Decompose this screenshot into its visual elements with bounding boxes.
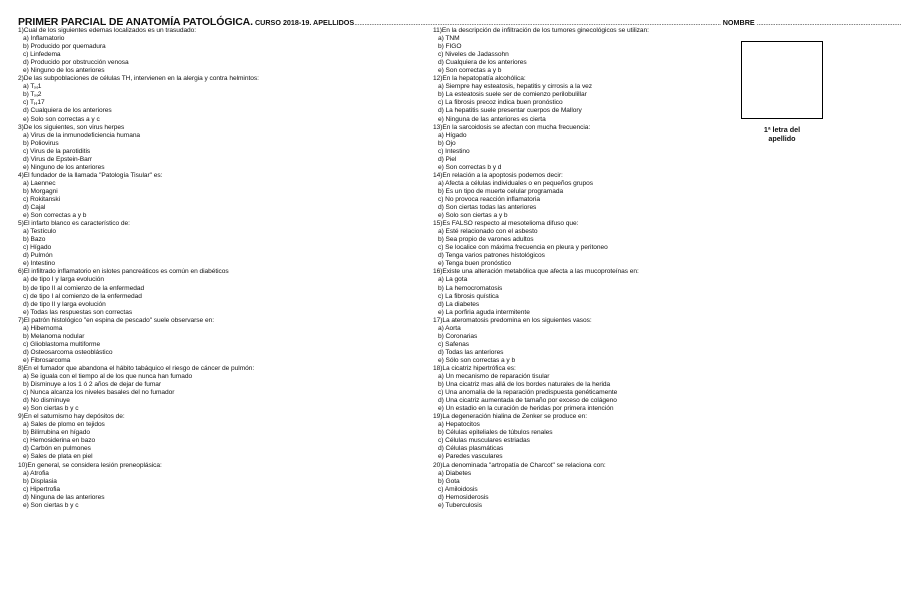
answer-option[interactable] [18, 453, 418, 461]
answer-option-text: d) de tipo II y larga evolución [23, 300, 106, 308]
answer-option-text: c) Células musculares estriadas [438, 437, 530, 445]
question-6 [18, 268, 418, 316]
subscript-suffix: 2 [37, 91, 42, 99]
name-blank[interactable]: ..................................................................................... [756, 18, 901, 27]
question-stem: 13)En la sarcoidosis se afectan con mucha frecuencia: [433, 123, 591, 131]
answer-option[interactable] [433, 397, 733, 405]
answer-option[interactable] [18, 212, 418, 220]
surname-blank[interactable]: ........................................................................................................................................................................................................................ [354, 18, 721, 27]
answer-option[interactable] [18, 116, 418, 124]
answer-option[interactable] [433, 341, 733, 349]
answer-option[interactable] [433, 333, 733, 341]
answer-option-text: d) Una cicatriz aumentada de tamaño por exceso de colágeno [438, 397, 617, 405]
answer-option[interactable] [433, 132, 733, 140]
answer-option-text: a) Atrofia [23, 469, 49, 477]
answer-option-text: d) Carbón en pulmones [23, 445, 91, 453]
answer-option-text: e) Son ciertas b y c [23, 405, 79, 413]
answer-option-text: d) No disminuye [23, 397, 70, 405]
answer-option[interactable] [18, 494, 418, 502]
answer-option-text: e) Ninguno de los anteriores [23, 163, 105, 171]
answer-option-text: a) Hígado [438, 131, 467, 139]
answer-option[interactable] [433, 373, 733, 381]
answer-option-text: a) Afecta a células individuales o en pequeños grupos [438, 179, 593, 187]
answer-option-text: a) Virus de la inmunodeficiencia humana [23, 131, 141, 139]
answer-option-text: c) de tipo I al comienzo de la enfermedad [23, 292, 142, 300]
answer-option-text: c) Hígado [23, 244, 52, 252]
answer-option[interactable] [18, 470, 418, 478]
answer-option[interactable] [18, 397, 418, 405]
answer-option[interactable] [18, 244, 418, 252]
surname-initial-label-line2: apellido [768, 134, 796, 143]
answer-option[interactable] [433, 405, 733, 413]
answer-option-text: d) Ninguna de las anteriores [23, 493, 105, 501]
answer-option-text: c) La fibrosis precoz indica buen pronóstico [438, 99, 563, 107]
question-7 [18, 317, 418, 365]
answer-option-text: a) T [23, 83, 35, 91]
answer-option[interactable] [18, 293, 418, 301]
answer-option-text: c) Intestino [438, 147, 470, 155]
answer-option-text: b) Coronarias [438, 332, 478, 340]
question-17 [433, 317, 733, 365]
answer-option-text: b) Una cicatriz mas allá de los bordes naturales de la herida [438, 381, 611, 389]
answer-option-text: a) Aorta [438, 324, 461, 332]
answer-option-text: b) Disminuye a los 1 ó 2 años de dejar de fumar [23, 381, 162, 389]
answer-option[interactable] [18, 67, 418, 75]
answer-option[interactable] [433, 164, 733, 172]
answer-option-text: d) Todas las anteriores [438, 348, 504, 356]
answer-option[interactable] [18, 196, 418, 204]
answer-option-text: a) Sales de plomo en tejidos [23, 421, 105, 429]
question-stem: 1)Cual de los siguientes edemas localizados es un trasudado: [18, 27, 197, 34]
answer-option[interactable] [433, 502, 733, 510]
answer-option-text: b) Gota [438, 477, 460, 485]
answer-option[interactable] [18, 325, 418, 333]
answer-option[interactable] [433, 381, 733, 389]
answer-option-text: d) La diabetes [438, 300, 480, 308]
answer-option[interactable] [433, 43, 733, 51]
answer-option[interactable] [18, 164, 418, 172]
answer-option[interactable] [433, 140, 733, 148]
question-11 [433, 27, 733, 75]
answer-option[interactable] [433, 212, 733, 220]
answer-option-text: c) Hipertrofia [23, 485, 61, 493]
answer-option-text: e) Intestino [23, 260, 56, 268]
question-4 [18, 172, 418, 220]
question-stem: 9)En el saturnismo hay depósitos de: [18, 413, 125, 421]
answer-option-text: c) Virus de la parotiditis [23, 147, 91, 155]
answer-option-text: e) Ninguno de los anteriores [23, 67, 105, 75]
answer-option-text: e) Solo son correctas a y c [23, 115, 100, 123]
answer-option[interactable] [18, 252, 418, 260]
answer-option[interactable] [18, 140, 418, 148]
answer-option-text: e) Tuberculosis [438, 501, 482, 509]
answer-option-text: c) Safenas [438, 340, 470, 348]
question-14 [433, 172, 733, 220]
answer-option-text: e) Paredes vasculares [438, 453, 503, 461]
answer-option[interactable] [433, 453, 733, 461]
answer-option-text: d) Osteosarcoma osteoblástico [23, 348, 113, 356]
answer-option-text: d) Piel [438, 155, 457, 163]
answer-option[interactable] [433, 301, 733, 309]
answer-option-text: e) Son correctas b y d [438, 163, 502, 171]
question-18 [433, 365, 733, 413]
answer-option[interactable] [433, 445, 733, 453]
answer-option-text: d) Cualquiera de los anteriores [438, 59, 527, 67]
question-1 [18, 27, 418, 75]
answer-option-text: a) Esté relacionado con el asbesto [438, 228, 538, 236]
answer-option[interactable] [433, 83, 733, 91]
answer-option-text: a) Testículo [23, 228, 56, 236]
question-stem: 15)Es FALSO respecto al mesotelioma difuso que: [433, 220, 579, 228]
answer-option[interactable] [433, 51, 733, 59]
question-2 [18, 75, 418, 123]
answer-option[interactable] [18, 204, 418, 212]
subscript-suffix: 1 [37, 83, 42, 91]
answer-option[interactable] [18, 301, 418, 309]
subscript: H [34, 85, 38, 91]
answer-option[interactable] [18, 429, 418, 437]
answer-option[interactable] [433, 180, 733, 188]
question-9 [18, 413, 418, 461]
answer-option-text: e) Son correctas a y b [438, 67, 502, 75]
answer-option-text: e) Son correctas a y b [23, 212, 87, 220]
answer-option-text: c) Linfedema [23, 51, 61, 59]
answer-option[interactable] [433, 486, 733, 494]
answer-option[interactable] [433, 59, 733, 67]
question-5 [18, 220, 418, 268]
answer-option[interactable] [433, 349, 733, 357]
answer-option-text: a) Se iguala con el tiempo al de los que nunca han fumado [23, 373, 193, 381]
answer-option[interactable] [433, 228, 733, 236]
question-16 [433, 268, 733, 316]
questions-column-left [18, 27, 418, 510]
question-20 [433, 462, 733, 510]
answer-option[interactable] [18, 421, 418, 429]
answer-option[interactable] [433, 35, 733, 43]
answer-option[interactable] [433, 204, 733, 212]
question-stem: 18)La cicatriz hipertrófica es: [433, 364, 516, 372]
answer-option[interactable] [18, 156, 418, 164]
answer-option[interactable] [433, 188, 733, 196]
answer-option[interactable] [433, 236, 733, 244]
answer-option-text: c) La fibrosis quística [438, 292, 499, 300]
answer-option-text: d) La hepatitis suele presentar cuerpos de Mallory [438, 107, 582, 115]
answer-option[interactable] [433, 116, 733, 124]
answer-option-text: b) La hemocromatosis [438, 284, 503, 292]
answer-option-text: e) Un estadio en la curación de heridas por primera intención [438, 405, 614, 413]
answer-option-text: c) Niveles de Jadassohn [438, 51, 509, 59]
answer-option[interactable] [433, 293, 733, 301]
answer-option[interactable] [18, 99, 418, 107]
question-12 [433, 75, 733, 123]
answer-option[interactable] [433, 421, 733, 429]
answer-option[interactable] [433, 196, 733, 204]
question-stem: 10)En general, se considera lesión preneoplásica: [18, 461, 162, 469]
answer-option-text: b) Es un tipo de muerte celular programada [438, 187, 564, 195]
answer-option-text: e) Fibrosarcoma [23, 356, 71, 364]
answer-option[interactable] [433, 244, 733, 252]
answer-option-text: b) Melanoma nodular [23, 332, 85, 340]
questions-column-right [433, 27, 733, 510]
answer-option[interactable] [433, 494, 733, 502]
surname-initial-label [722, 125, 842, 143]
answer-option-text: e) Tenga buen pronóstico [438, 260, 512, 268]
answer-option[interactable] [433, 99, 733, 107]
answer-option-text: b) Ojo [438, 139, 456, 147]
answer-option-text: d) Cualquiera de los anteriores [23, 107, 112, 115]
answer-option-text: e) Sales de plata en piel [23, 453, 93, 461]
answer-option-text: c) No provoca reacción inflamatoria [438, 195, 540, 203]
subscript: H [34, 101, 38, 107]
answer-option-text: a) Inflamatorio [23, 35, 65, 43]
answer-option[interactable] [433, 107, 733, 115]
answer-option-text: b) Bazo [23, 236, 46, 244]
answer-option[interactable] [18, 59, 418, 67]
exam-title: PRIMER PARCIAL DE ANATOMÍA PATOLÓGICA. [18, 16, 253, 28]
question-stem: 20)La denominada "artropatía de Charcot" se relaciona con: [433, 461, 606, 469]
answer-option[interactable] [433, 325, 733, 333]
answer-option[interactable] [18, 83, 418, 91]
answer-option-text: a) Diabetes [438, 469, 472, 477]
answer-option[interactable] [18, 148, 418, 156]
question-stem: 16)Existe una alteración metabólica que afecta a las mucoproteínas en: [433, 268, 639, 276]
answer-option[interactable] [18, 260, 418, 268]
answer-option-text: c) Se localice con máxima frecuencia en pleura y peritoneo [438, 244, 608, 252]
answer-option-text: a) Laennec [23, 179, 56, 187]
answer-option-text: b) Poliovirus [23, 139, 59, 147]
answer-option-text: d) Células plasmáticas [438, 445, 504, 453]
answer-option-text: b) FIGO [438, 43, 462, 51]
answer-option-text: b) Bilirrubina en hígado [23, 429, 90, 437]
answer-option-text: c) Amiloidosis [438, 485, 478, 493]
answer-option-text: d) Tenga varios patrones histológicos [438, 252, 545, 260]
answer-option[interactable] [433, 260, 733, 268]
answer-option[interactable] [433, 91, 733, 99]
question-stem: 5)El infarto blanco es característico de: [18, 220, 130, 228]
question-19 [433, 413, 733, 461]
question-stem: 14)En relación a la apoptosis podemos decir: [433, 171, 563, 179]
answer-option[interactable] [18, 236, 418, 244]
question-stem: 11)En la descripción de infiltración de los tumores ginecológicos se utilizan: [433, 27, 649, 34]
question-stem: 4)El fundador de la llamada "Patología Tisular" es: [18, 171, 163, 179]
question-stem: 3)De los siguientes, son virus herpes [18, 123, 125, 131]
answer-option-text: b) La esteatosis suele ser de comienzo perilobulillar [438, 91, 587, 99]
name-label: NOMBRE [722, 18, 755, 27]
surname-initial-box[interactable] [741, 41, 823, 119]
question-stem: 12)En la hepatopatía alcohólica: [433, 75, 526, 83]
answer-option-text: b) T [23, 91, 35, 99]
answer-option[interactable] [433, 276, 733, 284]
answer-option[interactable] [433, 285, 733, 293]
answer-option-text: b) Morgagni [23, 187, 58, 195]
answer-option-text: d) Cajal [23, 204, 46, 212]
answer-option[interactable] [18, 486, 418, 494]
answer-option[interactable] [18, 43, 418, 51]
answer-option[interactable] [18, 502, 418, 510]
question-13 [433, 124, 733, 172]
answer-option[interactable] [18, 180, 418, 188]
question-stem: 6)El infiltrado inflamatorio en islotes pancreáticos es común en diabéticos [18, 268, 229, 276]
answer-option[interactable] [18, 228, 418, 236]
subscript: H [34, 93, 38, 99]
answer-option-text: c) Rokitanski [23, 195, 61, 203]
course-and-surname-label: CURSO 2018-19. APELLIDOS [254, 18, 355, 27]
answer-option[interactable] [18, 309, 418, 317]
answer-option-text: d) Producido por obstrucción venosa [23, 59, 129, 67]
answer-option-text: b) Displasia [23, 477, 57, 485]
answer-option[interactable] [18, 437, 418, 445]
answer-option-text: a) TNM [438, 35, 460, 43]
answer-option[interactable] [18, 107, 418, 115]
answer-option-text: d) Pulmón [23, 252, 53, 260]
answer-option[interactable] [18, 91, 418, 99]
question-8 [18, 365, 418, 413]
answer-option[interactable] [18, 35, 418, 43]
question-stem: 7)El patrón histológico "en espina de pescado" suele observarse en: [18, 316, 214, 324]
answer-option-text: d) Virus de Epstein-Barr [23, 155, 93, 163]
answer-option-text: e) Sólo son correctas a y b [438, 356, 516, 364]
answer-option-text: e) La porfiria aguda intermitente [438, 308, 530, 316]
question-3 [18, 124, 418, 172]
answer-option-text: b) Producido por quemadura [23, 43, 106, 51]
answer-option[interactable] [18, 51, 418, 59]
answer-option-text: b) Sea propio de varones adultos [438, 236, 534, 244]
question-stem: 8)En el fumador que abandona el hábito tabáquico el riesgo de cáncer de pulmón: [18, 364, 255, 372]
answer-option[interactable] [433, 252, 733, 260]
answer-option[interactable] [18, 188, 418, 196]
answer-option-text: d) Hemosiderosis [438, 493, 489, 501]
answer-option-text: c) T [23, 99, 35, 107]
answer-option[interactable] [433, 470, 733, 478]
answer-option-text: e) Todas las respuestas son correctas [23, 308, 133, 316]
answer-option[interactable] [433, 309, 733, 317]
answer-option[interactable] [18, 285, 418, 293]
answer-option[interactable] [433, 156, 733, 164]
answer-option-text: b) Células epiteliales de túbulos renales [438, 429, 553, 437]
answer-option[interactable] [18, 445, 418, 453]
answer-option[interactable] [433, 148, 733, 156]
answer-option-text: a) La gota [438, 276, 468, 284]
answer-option[interactable] [433, 67, 733, 75]
answer-option-text: e) Solo son ciertas a y b [438, 212, 508, 220]
answer-option-text: e) Ninguna de las anteriores es cierta [438, 115, 546, 123]
subscript-suffix: 17 [37, 99, 45, 107]
answer-option[interactable] [18, 132, 418, 140]
answer-option-text: a) Hepatocitos [438, 421, 480, 429]
answer-option[interactable] [433, 389, 733, 397]
answer-option[interactable] [18, 333, 418, 341]
answer-option[interactable] [18, 341, 418, 349]
answer-option[interactable] [433, 357, 733, 365]
answer-option-text: a) Siempre hay esteatosis, hepatitis y cirrosis a la vez [438, 83, 593, 91]
answer-option-text: c) Una anomalía de la reparación predispuesta genéticamente [438, 389, 618, 397]
answer-option[interactable] [18, 381, 418, 389]
answer-option[interactable] [18, 373, 418, 381]
answer-option[interactable] [18, 349, 418, 357]
answer-option-text: c) Glioblastoma multiforme [23, 340, 101, 348]
answer-option-text: c) Nunca alcanza los niveles basales del no fumador [23, 389, 175, 397]
answer-option-text: d) Son ciertas todas las anteriores [438, 204, 537, 212]
question-10 [18, 462, 418, 510]
surname-initial-label-line1: 1ª letra del [763, 125, 801, 134]
question-15 [433, 220, 733, 268]
answer-option[interactable] [18, 276, 418, 284]
answer-option[interactable] [433, 429, 733, 437]
answer-option[interactable] [18, 357, 418, 365]
question-stem: 2)De las subpoblaciones de células TH, intervienen en la alergia y contra helmintos: [18, 75, 259, 83]
answer-option[interactable] [433, 437, 733, 445]
answer-option-text: a) de tipo I y larga evolución [23, 276, 104, 284]
answer-option-text: c) Hemosiderina en bazo [23, 437, 96, 445]
answer-option[interactable] [18, 478, 418, 486]
answer-option-text: a) Un mecanismo de reparación tisular [438, 373, 550, 381]
answer-option-text: b) de tipo II al comienzo de la enfermedad [23, 284, 145, 292]
answer-option[interactable] [433, 478, 733, 486]
question-stem: 17)La ateromatosis predomina en los siguientes vasos: [433, 316, 592, 324]
answer-option-text: a) Hibernoma [23, 324, 63, 332]
answer-option-text: e) Son ciertas b y c [23, 501, 79, 509]
answer-option[interactable] [18, 389, 418, 397]
answer-option[interactable] [18, 405, 418, 413]
question-stem: 19)La degeneración hialina de Zenker se produce en: [433, 413, 587, 421]
